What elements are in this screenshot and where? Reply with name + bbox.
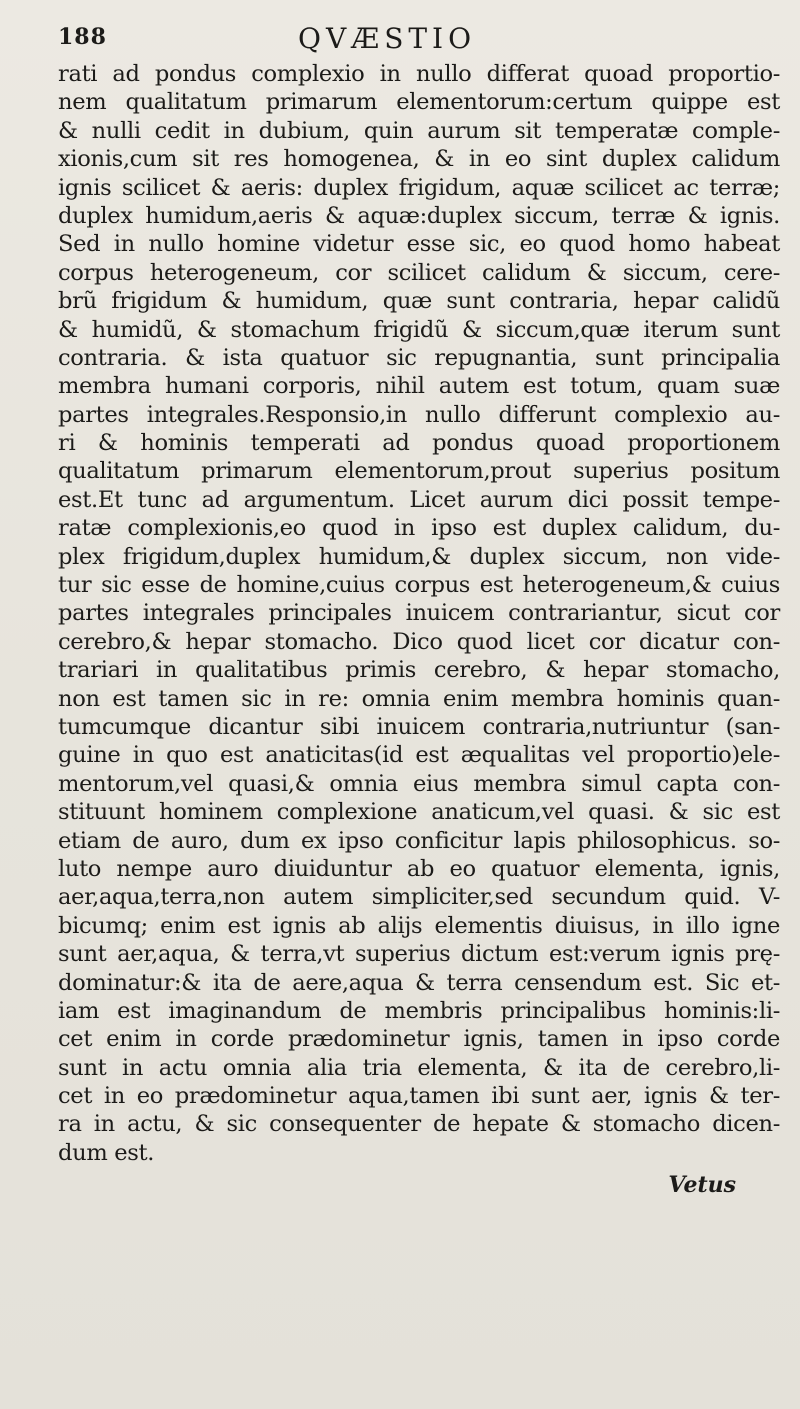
text-line: cet enim in corde prædominetur ignis, tamen in ipso corde bbox=[58, 1026, 780, 1053]
text-line: partes integrales principales inuicem contrariantur, sicut cor bbox=[58, 600, 780, 627]
text-line: partes integrales.Responsio,in nullo differunt complexio au- bbox=[58, 401, 780, 428]
catchword: Vetus bbox=[668, 1172, 736, 1198]
text-line: guine in quo est anaticitas(id est æqualitas vel proportio)ele- bbox=[58, 742, 780, 769]
text-line: corpus heterogeneum, cor scilicet calidum & siccum, cere- bbox=[58, 259, 780, 286]
text-line: & humidũ, & stomachum frigidũ & siccum,quæ iterum sunt bbox=[58, 316, 780, 343]
text-line: aer,aqua,terra,non autem simpliciter,sed secundum quid. V- bbox=[58, 884, 780, 911]
text-line: brũ frigidum & humidum, quæ sunt contraria, hepar calidũ bbox=[58, 288, 780, 315]
text-line: sunt in actu omnia alia tria elementa, & ita de cerebro,li- bbox=[58, 1054, 780, 1081]
body-text bbox=[58, 60, 780, 1167]
text-line: xionis,cum sit res homogenea, & in eo sint duplex calidum bbox=[58, 146, 780, 173]
text-line: est.Et tunc ad argumentum. Licet aurum dici possit tempe- bbox=[58, 486, 780, 513]
text-line: nem qualitatum primarum elementorum:certum quippe est bbox=[58, 89, 780, 116]
text-line: & nulli cedit in dubium, quin aurum sit temperatæ comple- bbox=[58, 117, 780, 144]
text-line: rati ad pondus complexio in nullo differat quoad proportio- bbox=[58, 61, 780, 87]
page-header bbox=[58, 20, 758, 60]
text-line: tur sic esse de homine,cuius corpus est heterogeneum,& cuius bbox=[58, 572, 780, 599]
text-line: plex frigidum,duplex humidum,& duplex siccum, non vide- bbox=[58, 543, 780, 570]
text-line: sunt aer,aqua, & terra,vt superius dictum est:verum ignis prę- bbox=[58, 941, 780, 968]
text-line: ignis scilicet & aeris: duplex frigidum, aquæ scilicet ac terræ; bbox=[58, 174, 780, 201]
text-line: cet in eo prædominetur aqua,tamen ibi sunt aer, ignis & ter- bbox=[58, 1083, 780, 1110]
text-line: ratæ complexionis,eo quod in ipso est duplex calidum, du- bbox=[58, 515, 780, 542]
text-line: etiam de auro, dum ex ipso conficitur lapis philosophicus. so- bbox=[58, 827, 780, 854]
text-line: luto nempe auro diuiduntur ab eo quatuor elementa, ignis, bbox=[58, 855, 780, 882]
text-line: qualitatum primarum elementorum,prout superius positum bbox=[58, 458, 780, 485]
text-line: duplex humidum,aeris & aquæ:duplex siccum, terræ & ignis. bbox=[58, 202, 780, 229]
text-line: Sed in nullo homine videtur esse sic, eo quod homo habeat bbox=[58, 231, 780, 258]
text-line: cerebro,& hepar stomacho. Dico quod licet cor dicatur con- bbox=[58, 628, 780, 655]
text-line: non est tamen sic in re: omnia enim membra hominis quan- bbox=[58, 685, 780, 712]
running-head: QVÆSTIO bbox=[298, 22, 477, 55]
text-line: dominatur:& ita de aere,aqua & terra censendum est. Sic et- bbox=[58, 969, 780, 996]
text-line: ra in actu, & sic consequenter de hepate & stomacho dicen- bbox=[58, 1111, 780, 1138]
text-line: membra humani corporis, nihil autem est totum, quam suæ bbox=[58, 373, 780, 400]
text-line: contraria. & ista quatuor sic repugnantia, sunt principalia bbox=[58, 344, 780, 371]
text-line: ri & hominis temperati ad pondus quoad proportionem bbox=[58, 430, 780, 457]
text-line: tumcumque dicantur sibi inuicem contraria,nutriuntur (san- bbox=[58, 713, 780, 740]
text-line: trariari in qualitatibus primis cerebro, & hepar stomacho, bbox=[58, 657, 780, 684]
page-number: 188 bbox=[58, 24, 107, 50]
text-line: dum est. bbox=[58, 1139, 155, 1166]
text-line: bicumq; enim est ignis ab alijs elementis diuisus, in illo igne bbox=[58, 912, 780, 939]
text-line: mentorum,vel quasi,& omnia eius membra simul capta con- bbox=[58, 770, 780, 797]
text-line: stituunt hominem complexione anaticum,vel quasi. & sic est bbox=[58, 799, 780, 826]
text-line: iam est imaginandum de membris principalibus hominis:li- bbox=[58, 997, 780, 1024]
